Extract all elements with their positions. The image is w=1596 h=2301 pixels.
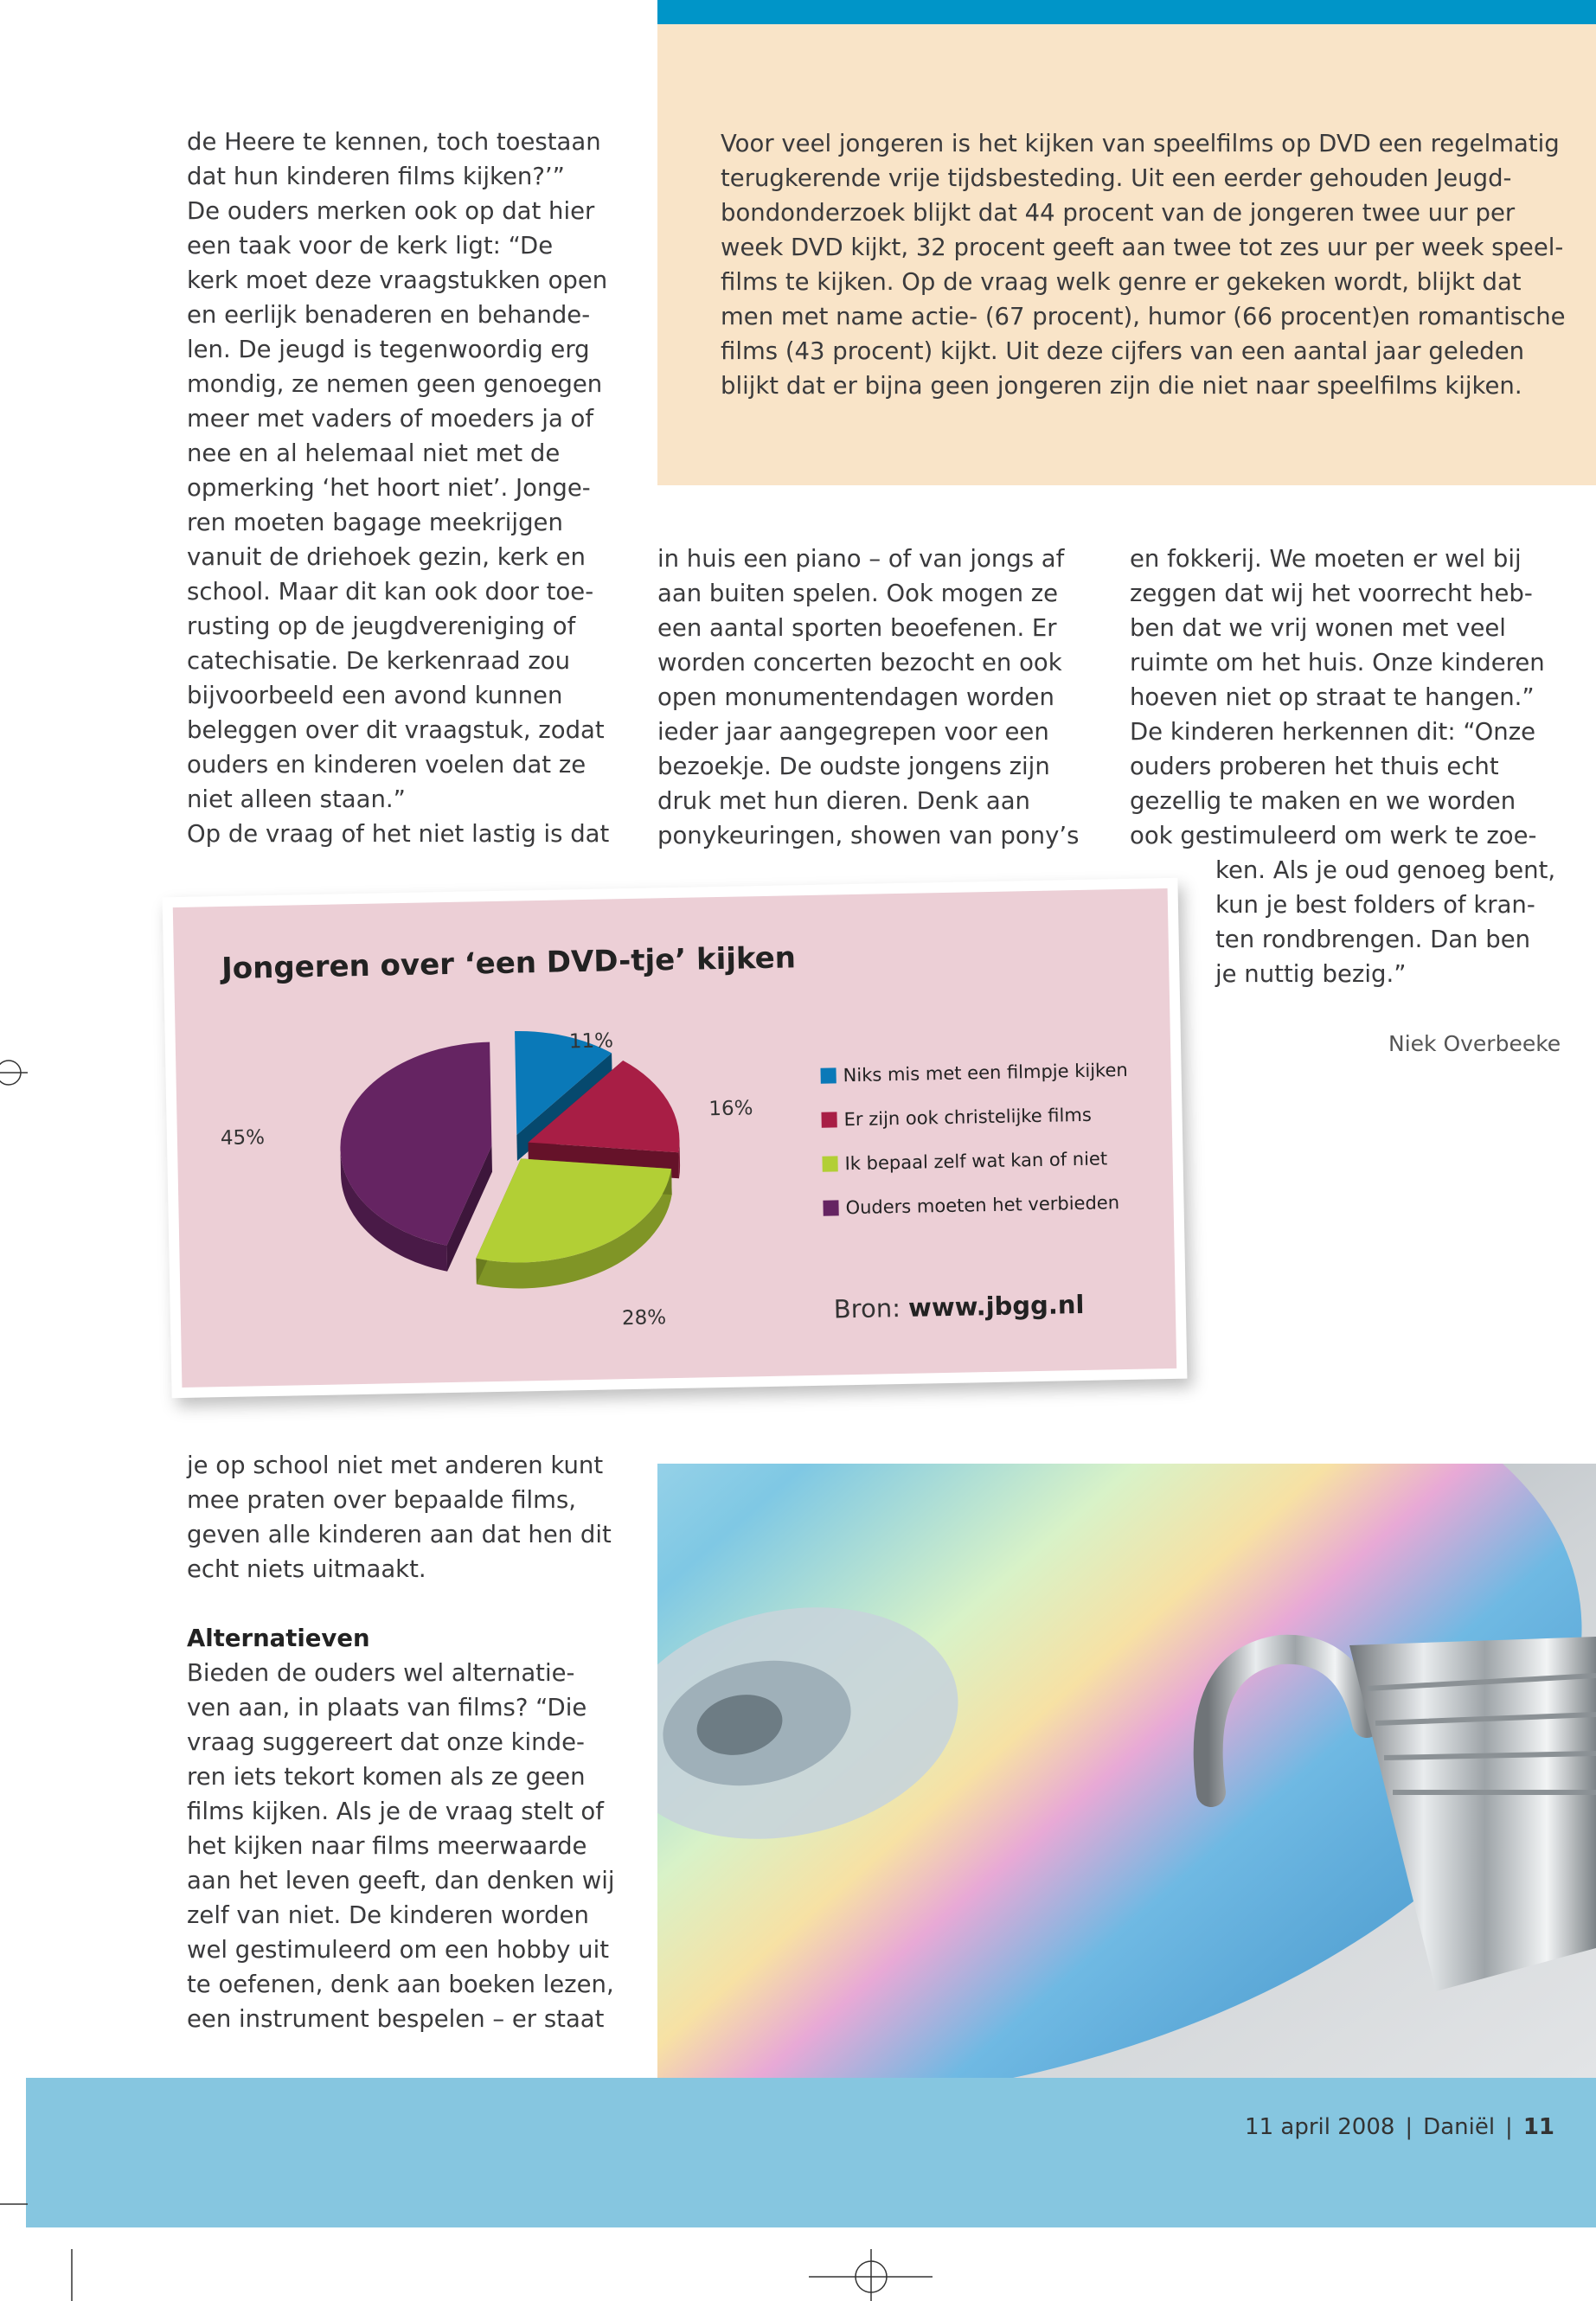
text-line: Bieden de ouders wel alternatie-	[187, 1659, 575, 1687]
text-line: je op school niet met anderen kunt	[187, 1452, 604, 1479]
text-line: catechisatie. De kerkenraad zou	[187, 647, 571, 675]
sidebar-line: blijkt dat er bijna geen jongeren zijn die niet naar speelfilms kijken.	[721, 372, 1522, 400]
text-line: zelf van niet. De kinderen worden	[187, 1901, 589, 1929]
text-line: ken. Als je oud genoeg bent,	[1215, 856, 1556, 884]
text-line: ben dat we vrij wonen met veel	[1130, 614, 1506, 642]
text-line: len. De jeugd is tegenwoordig erg	[187, 336, 590, 363]
text-line: mee praten over bepaalde films,	[187, 1486, 577, 1514]
text-line: kerk moet deze vraagstukken open	[187, 266, 608, 294]
text-line: je nuttig bezig.”	[1215, 960, 1407, 988]
text-line: De ouders merken ook op dat hier	[187, 197, 595, 225]
text-line: te oefenen, denk aan boeken lezen,	[187, 1971, 614, 1998]
text-line: en eerlijk benaderen en behande-	[187, 301, 591, 329]
text-line: zeggen dat wij het voorrecht heb-	[1130, 580, 1533, 607]
sidebar-line: films te kijken. Op de vraag welk genre er gekeken wordt, blijkt dat	[721, 268, 1522, 296]
text-line: De kinderen herkennen dit: “Onze	[1130, 718, 1536, 746]
legend-label-1: Niks mis met een filmpje kijken	[843, 1059, 1128, 1086]
text-line: ieder jaar aangegrepen voor een	[657, 718, 1049, 746]
text-line: aan buiten spelen. Ook mogen ze	[657, 580, 1059, 607]
footer-magazine: Daniël	[1423, 2114, 1496, 2140]
text-line: beleggen over dit vraagstuk, zodat	[187, 716, 605, 744]
footer-date: 11 april 2008	[1245, 2114, 1395, 2140]
text-line: vanuit de driehoek gezin, kerk en	[187, 543, 586, 571]
source-prefix: Bron:	[833, 1293, 901, 1324]
sidebar-line: Voor veel jongeren is het kijken van speelfilms op DVD een regelmatig	[721, 130, 1560, 157]
text-line: dat hun kinderen films kijken?’”	[187, 163, 565, 190]
text-line: bezoekje. De oudste jongens zijn	[657, 753, 1050, 780]
sidebar-line: week DVD kijkt, 32 procent geeft aan twee tot zes uur per week speel-	[721, 234, 1564, 261]
footer-separator-2: |	[1505, 2114, 1513, 2140]
text-line: nee en al helemaal niet met de	[187, 439, 561, 467]
slice-label-2: 16%	[708, 1097, 753, 1121]
text-line: een aantal sporten beoefenen. Er	[657, 614, 1057, 642]
text-line: en fokkerij. We moeten er wel bij	[1130, 545, 1522, 573]
section-heading: Alternatieven	[187, 1625, 370, 1652]
text-line: hoeven niet op straat te hangen.”	[1130, 683, 1535, 711]
text-line: opmerking ‘het hoort niet’. Jonge-	[187, 474, 591, 502]
chart-title: Jongeren over ‘een DVD-tje’ kijken	[221, 940, 797, 987]
text-line: ven aan, in plaats van films? “Die	[187, 1694, 587, 1721]
text-line: rusting op de jeugdvereniging of	[187, 612, 576, 640]
text-line: ouders proberen het thuis echt	[1130, 753, 1499, 780]
text-line: open monumentendagen worden	[657, 683, 1054, 711]
footer-separator-1: |	[1405, 2114, 1413, 2140]
text-line: films kijken. Als je de vraag stelt of	[187, 1798, 604, 1825]
text-line: worden concerten bezocht en ook	[657, 649, 1062, 676]
text-line: een taak voor de kerk ligt: “De	[187, 232, 554, 260]
legend-label-4: Ouders moeten het verbieden	[845, 1192, 1120, 1219]
text-line: kun je best folders of kran-	[1215, 891, 1535, 919]
text-line: een instrument bespelen – er staat	[187, 2005, 605, 2033]
text-line: wel gestimuleerd om een hobby uit	[187, 1936, 610, 1964]
text-line: school. Maar dit kan ook door toe-	[187, 578, 594, 606]
sidebar-line: films (43 procent) kijkt. Uit deze cijfers van een aantal jaar geleden	[721, 337, 1525, 365]
text-line: ouders en kinderen voelen dat ze	[187, 751, 586, 779]
legend-label-2: Er zijn ook christelijke films	[843, 1104, 1092, 1131]
slice-label-1: 11%	[568, 1029, 614, 1054]
author-byline: Niek Overbeeke	[1388, 1031, 1561, 1056]
text-line: bijvoorbeeld een avond kunnen	[187, 682, 563, 709]
text-line: echt niets uitmaakt.	[187, 1555, 426, 1583]
sidebar-line: men met name actie- (67 procent), humor (66 procent)en romantische	[721, 303, 1566, 330]
text-line: druk met hun dieren. Denk aan	[657, 787, 1030, 815]
text-line: het kijken naar films meerwaarde	[187, 1832, 587, 1860]
page-number: 11	[1522, 2114, 1554, 2140]
text-line: de Heere te kennen, toch toestaan	[187, 128, 601, 156]
text-line: ren iets tekort komen als ze geen	[187, 1763, 586, 1791]
slice-label-4: 45%	[220, 1126, 266, 1150]
text-line: mondig, ze nemen geen genoegen	[187, 370, 603, 398]
text-line: vraag suggereert dat onze kinde-	[187, 1728, 585, 1756]
text-line: aan het leven geeft, dan denken wij	[187, 1867, 615, 1894]
text-line: geven alle kinderen aan dat hen dit	[187, 1521, 612, 1548]
text-line: ponykeuringen, showen van pony’s	[657, 822, 1080, 849]
sidebar-line: terugkerende vrije tijdsbesteding. Uit een eerder gehouden Jeugd-	[721, 164, 1512, 192]
sidebar-line: bondonderzoek blijkt dat 44 procent van de jongeren twee uur per	[721, 199, 1516, 227]
text-line: meer met vaders of moeders ja of	[187, 405, 594, 433]
text-line: ook gestimuleerd om werk te zoe-	[1130, 822, 1537, 849]
text-line: Op de vraag of het niet lastig is dat	[187, 820, 610, 848]
source-url: www.jbgg.nl	[907, 1289, 1085, 1323]
text-line: ren moeten bagage meekrijgen	[187, 509, 563, 536]
text-line: gezellig te maken en we worden	[1130, 787, 1516, 815]
legend-label-3: Ik bepaal zelf wat kan of niet	[844, 1148, 1108, 1175]
text-line: ruimte om het huis. Onze kinderen	[1130, 649, 1545, 676]
text-line: ten rondbrengen. Dan ben	[1215, 926, 1531, 953]
slice-label-3: 28%	[621, 1306, 667, 1330]
text-line: niet alleen staan.”	[187, 785, 406, 813]
text-line: in huis een piano – of van jongs af	[657, 545, 1065, 573]
